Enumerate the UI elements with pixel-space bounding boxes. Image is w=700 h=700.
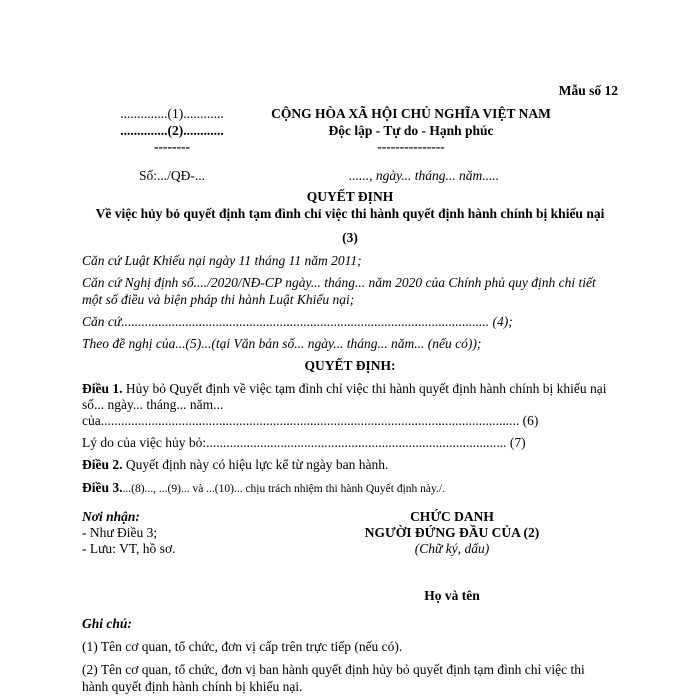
national-title: CỘNG HÒA XÃ HỘI CHỦ NGHĨA VIỆT NAM: [271, 106, 551, 121]
national-motto: Độc lập - Tự do - Hạnh phúc: [328, 123, 494, 138]
article-2-label: Điều 2.: [82, 457, 123, 472]
article-3-label: Điều 3.: [82, 480, 123, 495]
document-subtitle: Về việc hủy bỏ quyết định tạm đình chỉ việc thi hành quyết định hành chính bị khiếu nại: [95, 206, 605, 221]
basis-law: Căn cứ Luật Khiếu nại ngày 11 tháng 11 năm 2011;: [82, 253, 362, 268]
header-left-dashes: --------: [154, 139, 190, 154]
note-1: (1) Tên cơ quan, tổ chức, đơn vị cấp trên trực tiếp (nếu có).: [82, 639, 403, 654]
signature-title: CHỨC DANH: [410, 509, 494, 524]
notes-label: Ghi chú:: [82, 616, 132, 631]
header-left-line1: ..............(1)............: [120, 106, 224, 121]
reason-line: Lý do của việc hủy bỏ:......................................................................................... (7): [82, 435, 526, 450]
signature-hint: (Chữ ký, dấu): [414, 541, 490, 556]
article-1-text: Hủy bỏ Quyết định về việc tạm đình chỉ việc thi hành quyết định hành chính bị khiếu nại: [122, 381, 607, 396]
basis-decree-line1: Căn cứ Nghị định số..../2020/NĐ-CP ngày... tháng... năm 2020 của Chính phủ quy định chi tiết: [82, 275, 596, 290]
article-3: [82, 480, 445, 497]
article-1-line2: số... ngày... tháng... năm...: [82, 397, 224, 412]
recipient-item-1: - Như Điều 3;: [82, 525, 158, 540]
signer-name: Họ và tên: [424, 588, 480, 603]
article-2: [82, 457, 388, 473]
form-number: Mẫu số 12: [558, 83, 618, 98]
basis-decree-line2: một số điều và biện pháp thi hành Luật Khiếu nại;: [82, 292, 355, 307]
national-dashes: ---------------: [377, 139, 445, 154]
decision-heading: QUYẾT ĐỊNH:: [304, 358, 396, 373]
article-2-text: Quyết định này có hiệu lực kể từ ngày ban hành.: [122, 457, 389, 472]
document-subtitle-ref: (3): [342, 230, 358, 245]
article-1-label: Điều 1.: [82, 381, 123, 396]
document-number: Số:.../QĐ-...: [138, 168, 206, 183]
recipients-label: Nơi nhận:: [82, 509, 140, 524]
basis-other: Căn cứ............................................................................................................. (4);: [82, 314, 513, 329]
article-1-line1: [82, 381, 607, 397]
note-2-line1: (2) Tên cơ quan, tổ chức, đơn vị ban hành quyết định hủy bỏ quyết định tạm đình chỉ việc thi: [82, 662, 585, 677]
article-1-line3: của............................................................................................................................ (6): [82, 413, 539, 428]
header-left-line2: ..............(2)............: [120, 123, 224, 138]
signature-position: NGƯỜI ĐỨNG ĐẦU CỦA (2): [364, 525, 540, 540]
document-date: ......, ngày... tháng... năm.....: [348, 168, 500, 183]
basis-proposal: Theo đề nghị của...(5)...(tại Văn bản số... ngày... tháng... năm... (nếu có));: [82, 336, 482, 351]
recipient-item-2: - Lưu: VT, hồ sơ.: [82, 541, 176, 556]
article-3-text: ...(8)..., ...(9)... và ...(10)... chịu trách nhiệm thi hành Quyết định này./.: [122, 483, 445, 495]
document-title: QUYẾT ĐỊNH: [306, 189, 394, 204]
note-2-line2: hành quyết định hành chính bị khiếu nại.: [82, 679, 303, 694]
